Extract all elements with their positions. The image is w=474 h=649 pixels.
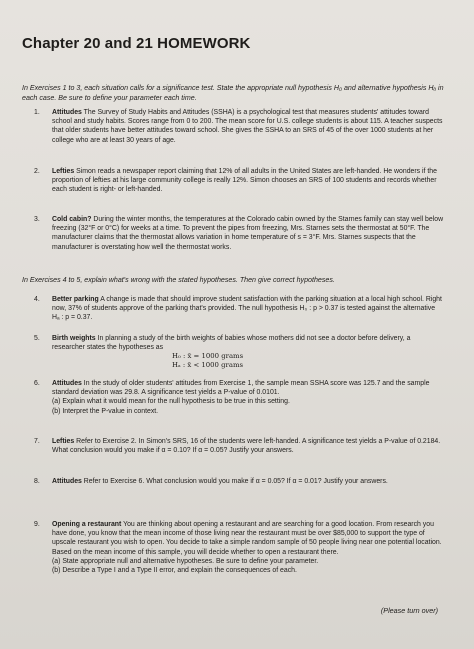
exercise-4: [34, 295, 444, 323]
part-b: (b) Interpret the P-value in context.: [52, 407, 159, 415]
exercise-text: Refer to Exercise 6. What conclusion would you make if α = 0.05? If α = 0.01? Justify your answers.: [83, 478, 388, 485]
exercise-heading: Attitudes: [52, 380, 82, 387]
exercise-text: Simon reads a newspaper report claiming that 12% of all adults in the United States are left-handed. He wonders if the proportion of lefties at his large community college is really 12%. Simon chooses an SRS of 100 students and records whether each student is right- or left-handed.: [52, 168, 437, 194]
part-a: (a) State appropriate null and alternative hypotheses. Be sure to define your parameter.: [52, 557, 319, 565]
instructions-1-3: In Exercises 1 to 3, each situation calls for a significance test. State the appropriate null hypothesis H₀ and alternative hypothesis Hₐ in each case. Be sure to define your parameter each time.: [22, 84, 444, 102]
exercise-heading: Attitudes: [52, 478, 82, 485]
exercise-2: [34, 167, 444, 195]
instructions-4-5: In Exercises 4 to 5, explain what's wrong with the stated hypotheses. Then give correct hypotheses.: [22, 276, 335, 284]
exercise-number: 9.: [34, 521, 40, 528]
exercise-heading: Attitudes: [52, 109, 82, 116]
exercise-text: Refer to Exercise 2. In Simon's SRS, 16 of the students were left-handed. A significance test yields a P-value of 0.2184. What conclusion would you make if α = 0.10? If α = 0.05? Justify your answers.: [52, 438, 441, 455]
exercise-text: A change is made that should improve student satisfaction with the parking situation at a local high school. Right now, 37% of students approve of the parking that's provided. The null hypothesis H₀ : p > 0.37 is tested against the alternative Hₐ : p = 0.37.: [52, 296, 442, 322]
exercise-number: 2.: [34, 168, 40, 175]
exercise-number: 4.: [34, 296, 40, 303]
exercise-number: 6.: [34, 380, 40, 387]
exercise-3: [34, 215, 444, 252]
exercise-number: 7.: [34, 438, 40, 445]
exercise-heading: Better parking: [52, 296, 99, 303]
exercise-number: 3.: [34, 216, 40, 223]
exercise-1: [34, 108, 444, 145]
exercise-text: During the winter months, the temperatures at the Colorado cabin owned by the Starnes family can stay well below freezing (32°F or 0°C) for weeks at a time. To prevent the pipes from freezing, Mrs. Starnes sets the thermostat at 50°F. The manufacturer claims that the thermostat allows variation in home temperature of s = 3°F. Mrs. Starnes suspects that the manufacturer is overstating how well the thermostat works.: [52, 216, 444, 251]
exercise-7: [34, 437, 444, 455]
exercise-5: [34, 334, 444, 369]
exercise-9: [34, 520, 444, 575]
exercise-number: 8.: [34, 478, 40, 485]
null-hypothesis: H₀ : x̄ = 1000 grams: [172, 352, 244, 361]
exercise-number: 1.: [34, 109, 40, 116]
turn-over-note: (Please turn over): [380, 606, 438, 615]
exercise-text: You are thinking about opening a restaurant and are searching for a good location. From research you have done, you know that the mean income of those living near the restaurant must be over $85,000 to support the type of upscale restaurant you wish to open. You decide to take a simple random sample of 50 people living near one potential location. Based on the mean income of this sample, you will decide whether to open a restaurant there.: [52, 521, 442, 556]
exercise-heading: Opening a restaurant: [52, 521, 122, 528]
part-a: (a) Explain what it would mean for the null hypothesis to be true in this setting.: [52, 398, 290, 406]
alternative-hypothesis: Hₐ : x̄ < 1000 grams: [172, 360, 244, 369]
exercise-number: 5.: [34, 335, 40, 342]
exercise-text: In planning a study of the birth weights of babies whose mothers did not see a doctor before delivery, a researcher states the hypotheses as: [52, 335, 411, 352]
exercise-8: [34, 477, 444, 486]
exercise-heading: Birth weights: [52, 335, 96, 342]
exercise-heading: Lefties: [52, 438, 75, 445]
part-b: (b) Describe a Type I and a Type II error, and explain the consequences of each.: [52, 567, 297, 575]
exercise-text: In the study of older students' attitudes from Exercise 1, the sample mean SSHA score was 125.7 and the sample standard deviation was 29.8. A significance test yields a P-value of 0.0101.: [52, 380, 430, 397]
page-title: Chapter 20 and 21 HOMEWORK: [22, 35, 251, 52]
exercise-text: The Survey of Study Habits and Attitudes (SSHA) is a psychological test that measures students' attitudes toward school and study habits. Scores range from 0 to 200. The mean score for U.S. college students is about 115. A teacher suspects that older students have better attitudes toward school. She gives the SSHA to an SRS of 45 of the over 1000 students at her college who are at least 30 years of age.: [52, 109, 443, 144]
exercise-heading: Cold cabin?: [52, 216, 92, 223]
exercise-heading: Lefties: [52, 168, 75, 175]
exercise-6: [34, 379, 444, 416]
